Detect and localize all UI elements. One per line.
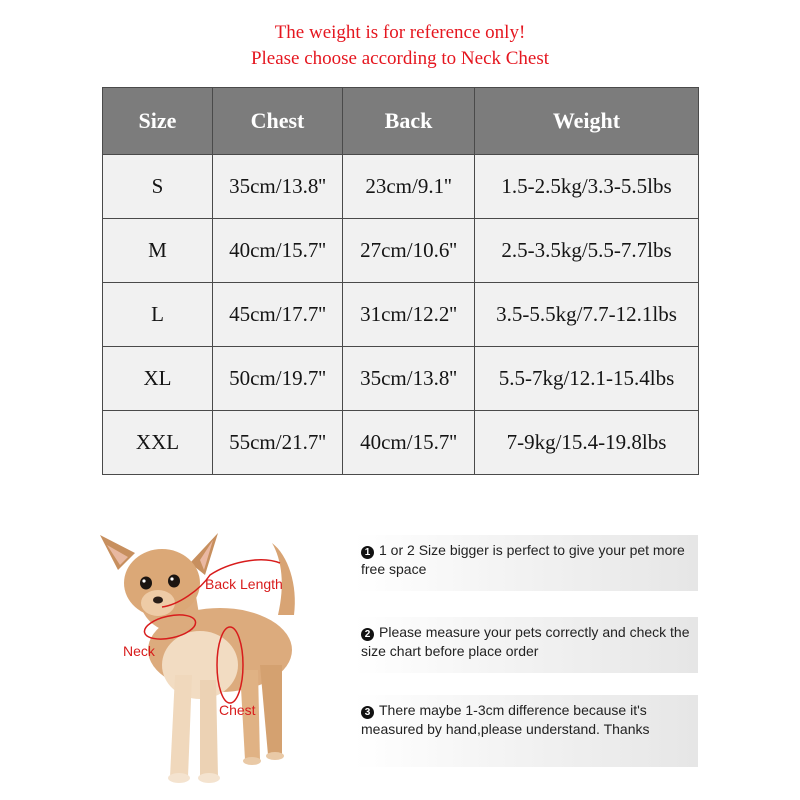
weight-cell: 5.5-7kg/12.1-15.4lbs [475, 347, 699, 411]
back-cell: 31cm/12.2'' [343, 283, 475, 347]
weight-cell: 1.5-2.5kg/3.3-5.5lbs [475, 155, 699, 219]
table-row [103, 155, 699, 219]
tip-number-icon: 2 [361, 628, 374, 641]
size-cell: S [103, 155, 213, 219]
chest-cell: 50cm/19.7'' [213, 347, 343, 411]
notice-line-1: The weight is for reference only! [274, 22, 526, 43]
size-cell: L [103, 283, 213, 347]
back-length-label: Back Length [205, 576, 283, 592]
chest-cell: 40cm/15.7'' [213, 219, 343, 283]
dog-measurement-diagram [100, 515, 320, 790]
back-cell: 35cm/13.8'' [343, 347, 475, 411]
tip-item [355, 535, 698, 591]
table-row [103, 347, 699, 411]
tip-text: There maybe 1-3cm difference because it's measured by hand,please understand. Thanks [361, 702, 650, 737]
header-back: Back [343, 88, 475, 155]
table-row [103, 411, 699, 475]
table-row [103, 283, 699, 347]
size-cell: M [103, 219, 213, 283]
notice-line-2: Please choose according to Neck Chest [250, 48, 550, 69]
tip-text: Please measure your pets correctly and check the size chart before place order [361, 624, 690, 659]
header-weight: Weight [475, 88, 699, 155]
table-row [103, 219, 699, 283]
back-cell: 27cm/10.6'' [343, 219, 475, 283]
size-cell: XL [103, 347, 213, 411]
neck-label: Neck [123, 643, 155, 659]
tip-text: 1 or 2 Size bigger is perfect to give your pet more free space [361, 542, 685, 577]
weight-cell: 2.5-3.5kg/5.5-7.7lbs [475, 219, 699, 283]
chest-label: Chest [219, 702, 256, 718]
chest-cell: 45cm/17.7'' [213, 283, 343, 347]
chest-cell: 35cm/13.8'' [213, 155, 343, 219]
tip-number-icon: 3 [361, 706, 374, 719]
tip-item [355, 695, 698, 767]
weight-cell: 3.5-5.5kg/7.7-12.1lbs [475, 283, 699, 347]
chest-cell: 55cm/21.7'' [213, 411, 343, 475]
header-row [103, 88, 699, 155]
header-size: Size [103, 88, 213, 155]
tip-number-icon: 1 [361, 546, 374, 559]
size-chart-table [102, 87, 699, 475]
weight-cell: 7-9kg/15.4-19.8lbs [475, 411, 699, 475]
back-cell: 40cm/15.7'' [343, 411, 475, 475]
tip-item [355, 617, 698, 673]
back-cell: 23cm/9.1'' [343, 155, 475, 219]
size-cell: XXL [103, 411, 213, 475]
header-chest: Chest [213, 88, 343, 155]
